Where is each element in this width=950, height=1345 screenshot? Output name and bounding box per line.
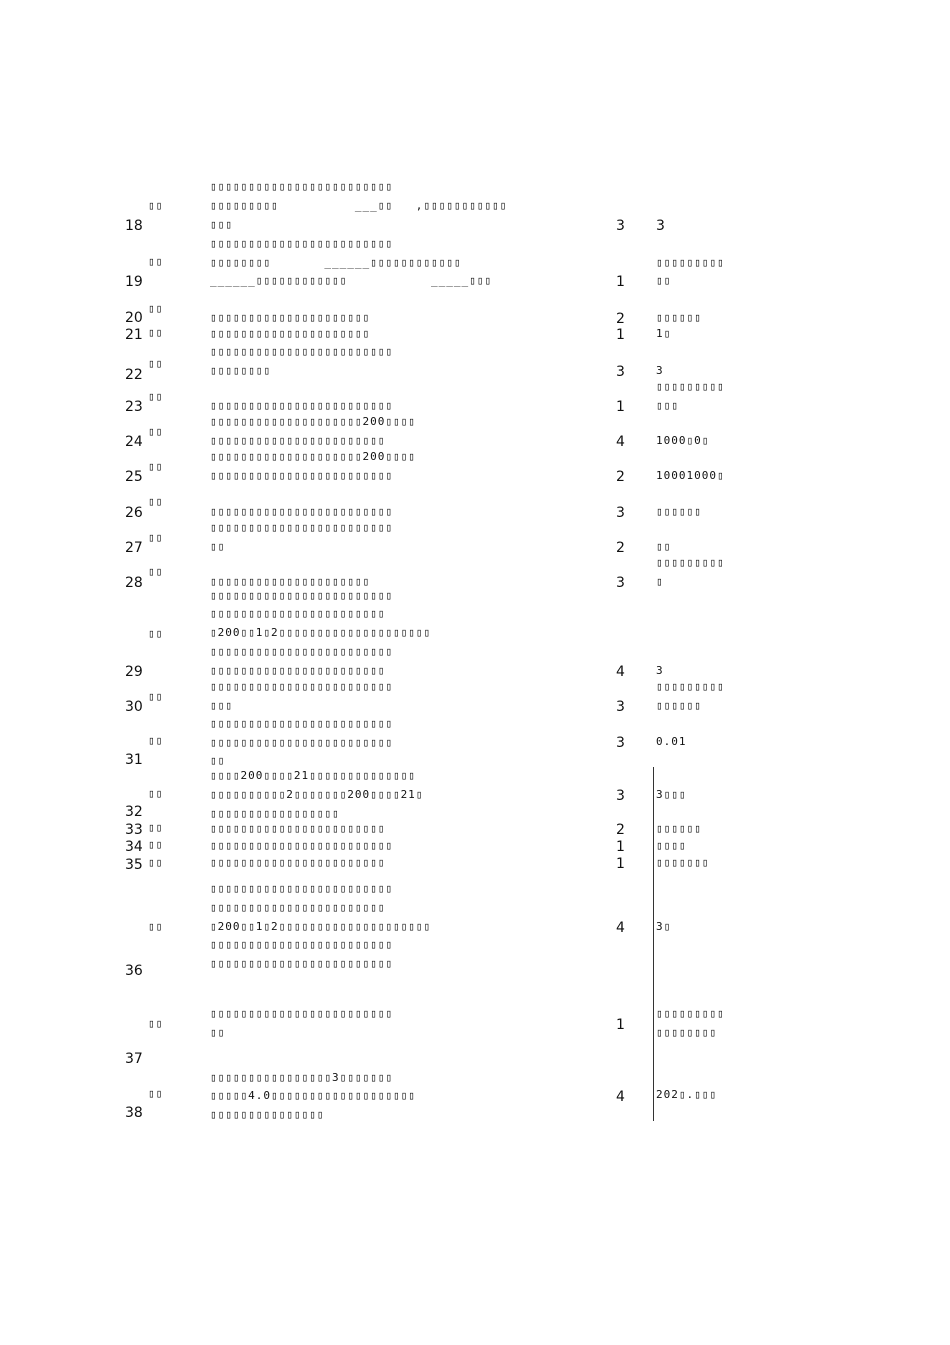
answer-text-line: 3▯ xyxy=(656,920,672,933)
question-text-line: ▯▯▯▯200▯▯▯▯21▯▯▯▯▯▯▯▯▯▯▯▯▯▯ xyxy=(210,769,416,782)
question-text-line: ▯▯▯▯▯▯▯▯▯▯▯▯▯▯▯▯▯▯▯▯▯▯▯▯ xyxy=(210,839,393,852)
question-text-line: ▯▯▯▯▯▯▯▯▯ ___▯▯ ,▯▯▯▯▯▯▯▯▯▯▯ xyxy=(210,199,508,212)
answer-text-line: ▯ xyxy=(656,575,664,588)
answer-text-line: 202▯.▯▯▯ xyxy=(656,1088,717,1101)
question-type: ▯▯ xyxy=(148,690,164,703)
question-number: 29 xyxy=(125,664,143,680)
question-number: 28 xyxy=(125,575,143,591)
question-score: 4 xyxy=(616,920,625,936)
question-type: ▯▯ xyxy=(148,787,164,800)
question-text-line: ▯▯▯▯▯▯▯▯▯▯▯▯▯▯▯▯▯▯▯▯▯ xyxy=(210,575,371,588)
question-type: ▯▯ xyxy=(148,627,164,640)
question-score: 1 xyxy=(616,839,625,855)
question-text-line: ▯▯▯ xyxy=(210,699,233,712)
question-text-line: ▯▯▯▯▯▯▯▯▯▯▯▯▯▯▯▯▯▯▯▯▯▯▯▯ xyxy=(210,521,393,534)
question-number: 35 xyxy=(125,857,143,873)
question-text-line: ▯▯▯▯▯▯▯▯▯▯▯▯▯▯▯▯▯▯▯▯200▯▯▯▯ xyxy=(210,450,416,463)
question-text-line: ▯200▯▯1▯2▯▯▯▯▯▯▯▯▯▯▯▯▯▯▯▯▯▯▯▯ xyxy=(210,920,432,933)
question-text-line: ▯▯ xyxy=(210,1026,226,1039)
answer-text-line: ▯▯▯▯▯▯ xyxy=(656,505,702,518)
question-score: 3 xyxy=(616,364,625,380)
question-text-line: ▯▯▯▯▯▯▯▯▯▯▯▯▯▯▯▯▯▯▯▯▯▯▯▯ xyxy=(210,589,393,602)
question-text-line: ▯▯▯▯▯▯▯▯▯▯▯▯▯▯▯▯▯▯▯▯▯▯▯▯ xyxy=(210,645,393,658)
question-text-line: ▯▯▯▯▯▯▯▯▯▯▯▯▯▯▯▯▯▯▯▯▯▯▯ xyxy=(210,664,386,677)
question-score: 4 xyxy=(616,664,625,680)
question-score: 1 xyxy=(616,1017,625,1033)
question-text-line: ▯▯▯ xyxy=(210,218,233,231)
question-text-line: ▯▯▯▯▯▯▯▯▯▯▯▯▯▯▯▯▯▯▯▯▯ xyxy=(210,327,371,340)
question-text-line: ▯▯▯▯▯▯▯▯▯▯▯▯▯▯▯▯▯▯▯▯200▯▯▯▯ xyxy=(210,415,416,428)
answer-text-line: ▯▯▯▯▯▯▯▯▯ xyxy=(656,380,725,393)
question-score: 2 xyxy=(616,822,625,838)
question-text-line: ▯▯▯▯▯▯▯▯▯▯▯▯▯▯▯▯▯▯▯▯▯▯▯▯ xyxy=(210,180,393,193)
question-number: 31 xyxy=(125,752,143,768)
question-text-line: ▯▯▯▯▯▯▯▯▯▯▯▯▯▯▯▯▯▯▯▯▯▯▯▯ xyxy=(210,938,393,951)
question-type: ▯▯ xyxy=(148,460,164,473)
answer-text-line: ▯▯▯▯▯▯▯▯▯ xyxy=(656,1007,725,1020)
question-text-line: ▯▯▯▯▯▯▯▯▯▯▯▯▯▯▯▯▯▯▯▯▯▯▯▯ xyxy=(210,680,393,693)
question-type: ▯▯ xyxy=(148,326,164,339)
question-score: 4 xyxy=(616,1089,625,1105)
question-score: 3 xyxy=(616,699,625,715)
answer-text-line: ▯▯▯▯▯▯▯▯▯ xyxy=(656,256,725,269)
question-number: 32 xyxy=(125,804,143,820)
answer-text-line: 0.01 xyxy=(656,735,687,748)
question-text-line: ▯▯▯▯▯▯▯▯▯▯▯▯▯▯▯▯▯▯▯▯▯▯▯ xyxy=(210,607,386,620)
question-number: 19 xyxy=(125,274,143,290)
answer-text-line: ▯▯▯▯▯▯▯▯▯ xyxy=(656,556,725,569)
question-score: 2 xyxy=(616,469,625,485)
question-text-line: ▯▯▯▯▯▯▯▯▯▯▯▯▯▯▯▯▯▯▯▯▯▯▯▯ xyxy=(210,882,393,895)
question-type: ▯▯ xyxy=(148,565,164,578)
question-text-line: ▯▯▯▯▯▯▯▯▯▯▯▯▯▯▯▯▯▯▯▯▯▯▯ xyxy=(210,901,386,914)
question-score: 2 xyxy=(616,540,625,556)
question-score: 1 xyxy=(616,856,625,872)
question-type: ▯▯ xyxy=(148,302,164,315)
question-text-line: ▯▯▯▯▯▯▯▯▯▯▯▯▯▯▯▯▯▯▯▯▯▯▯▯ xyxy=(210,345,393,358)
question-text-line: ▯▯▯▯▯▯▯▯ ______▯▯▯▯▯▯▯▯▯▯▯▯ xyxy=(210,256,462,269)
question-number: 18 xyxy=(125,218,143,234)
question-text-line: ▯200▯▯1▯2▯▯▯▯▯▯▯▯▯▯▯▯▯▯▯▯▯▯▯▯ xyxy=(210,626,432,639)
question-type: ▯▯ xyxy=(148,425,164,438)
answer-text-line: ▯▯▯ xyxy=(656,399,679,412)
answer-text-line: ▯▯▯▯▯▯ xyxy=(656,699,702,712)
question-text-line: ▯▯▯▯▯▯▯▯▯▯▯▯▯▯▯▯▯▯▯▯▯▯▯▯ xyxy=(210,736,393,749)
question-type: ▯▯ xyxy=(148,838,164,851)
answer-text-line: ▯▯▯▯▯▯▯▯ xyxy=(656,1026,717,1039)
question-score: 2 xyxy=(616,311,625,327)
question-number: 30 xyxy=(125,699,143,715)
question-text-line: ▯▯▯▯▯▯▯▯▯▯▯▯▯▯▯▯▯▯▯▯▯▯▯▯ xyxy=(210,469,393,482)
question-text-line: ▯▯▯▯▯▯▯▯▯▯▯▯▯▯▯▯▯▯▯▯▯▯▯ xyxy=(210,856,386,869)
question-score: 1 xyxy=(616,399,625,415)
answer-text-line: ▯▯ xyxy=(656,540,672,553)
question-text-line: ______▯▯▯▯▯▯▯▯▯▯▯▯ _____▯▯▯ xyxy=(210,274,493,287)
question-type: ▯▯ xyxy=(148,1017,164,1030)
question-text-line: ▯▯▯▯▯▯▯▯▯▯▯▯▯▯▯▯▯▯▯▯▯ xyxy=(210,311,371,324)
question-text-line: ▯▯▯▯▯▯▯▯▯▯▯▯▯▯▯▯▯▯▯▯▯▯▯▯ xyxy=(210,505,393,518)
answer-text-line: 1000▯0▯ xyxy=(656,434,710,447)
question-number: 33 xyxy=(125,822,143,838)
question-number: 27 xyxy=(125,540,143,556)
question-number: 20 xyxy=(125,310,143,326)
question-number: 38 xyxy=(125,1105,143,1121)
answer-text-line: ▯▯▯▯▯▯▯▯▯ xyxy=(656,680,725,693)
question-number: 21 xyxy=(125,327,143,343)
question-text-line: ▯▯ xyxy=(210,540,226,553)
question-score: 3 xyxy=(616,575,625,591)
answer-text-line: ▯▯▯▯ xyxy=(656,839,687,852)
answer-text-line: ▯▯▯▯▯▯ xyxy=(656,311,702,324)
question-number: 25 xyxy=(125,469,143,485)
question-score: 1 xyxy=(616,327,625,343)
question-type: ▯▯ xyxy=(148,734,164,747)
question-number: 22 xyxy=(125,367,143,383)
question-type: ▯▯ xyxy=(148,1087,164,1100)
question-score: 1 xyxy=(616,274,625,290)
question-text-line: ▯▯▯▯▯▯▯▯▯▯▯▯▯▯▯▯▯▯▯▯▯▯▯ xyxy=(210,822,386,835)
answer-text-line: ▯▯▯▯▯▯ xyxy=(656,822,702,835)
answer-text-line: 3 xyxy=(656,664,664,677)
question-type: ▯▯ xyxy=(148,390,164,403)
answer-text-line: 3 xyxy=(656,364,664,377)
question-type: ▯▯ xyxy=(148,821,164,834)
question-text-line: ▯▯ xyxy=(210,754,226,767)
question-text-line: ▯▯▯▯▯▯▯▯▯▯▯▯▯▯▯▯▯▯▯▯▯▯▯ xyxy=(210,434,386,447)
question-text-line: ▯▯▯▯▯▯▯▯▯▯2▯▯▯▯▯▯▯200▯▯▯▯21▯ xyxy=(210,788,424,801)
question-number: 26 xyxy=(125,505,143,521)
column-divider xyxy=(653,767,654,1121)
question-type: ▯▯ xyxy=(148,531,164,544)
question-type: ▯▯ xyxy=(148,856,164,869)
answer-text-line: 1▯ xyxy=(656,327,672,340)
question-score: 3 xyxy=(616,505,625,521)
answer-text-line: ▯▯▯▯▯▯▯ xyxy=(656,856,710,869)
question-type: ▯▯ xyxy=(148,255,164,268)
question-score: 3 xyxy=(616,218,625,234)
question-type: ▯▯ xyxy=(148,920,164,933)
question-number: 23 xyxy=(125,399,143,415)
question-text-line: ▯▯▯▯▯▯▯▯▯▯▯▯▯▯▯▯▯▯▯▯▯▯▯▯ xyxy=(210,717,393,730)
answer-text-line: ▯▯ xyxy=(656,274,672,287)
question-number: 34 xyxy=(125,839,143,855)
question-text-line: ▯▯▯▯▯▯▯▯▯▯▯▯▯▯▯▯▯ xyxy=(210,807,340,820)
question-number: 24 xyxy=(125,434,143,450)
question-text-line: ▯▯▯▯▯▯▯▯▯▯▯▯▯▯▯▯3▯▯▯▯▯▯▯ xyxy=(210,1071,393,1084)
question-score: 3 xyxy=(616,735,625,751)
question-type: ▯▯ xyxy=(148,199,164,212)
question-type: ▯▯ xyxy=(148,357,164,370)
question-score: 3 xyxy=(616,788,625,804)
question-number: 37 xyxy=(125,1051,143,1067)
question-text-line: ▯▯▯▯▯▯▯▯▯▯▯▯▯▯▯▯▯▯▯▯▯▯▯▯ xyxy=(210,957,393,970)
question-text-line: ▯▯▯▯▯4.0▯▯▯▯▯▯▯▯▯▯▯▯▯▯▯▯▯▯▯ xyxy=(210,1089,416,1102)
question-score: 4 xyxy=(616,434,625,450)
question-text-line: ▯▯▯▯▯▯▯▯▯▯▯▯▯▯▯▯▯▯▯▯▯▯▯▯ xyxy=(210,399,393,412)
answer-text-line: 10001000▯ xyxy=(656,469,725,482)
answer-text-line: 3 xyxy=(656,218,665,234)
question-text-line: ▯▯▯▯▯▯▯▯▯▯▯▯▯▯▯ xyxy=(210,1108,325,1121)
question-type: ▯▯ xyxy=(148,495,164,508)
question-text-line: ▯▯▯▯▯▯▯▯▯▯▯▯▯▯▯▯▯▯▯▯▯▯▯▯ xyxy=(210,237,393,250)
question-number: 36 xyxy=(125,963,143,979)
answer-text-line: 3▯▯▯ xyxy=(656,788,687,801)
question-text-line: ▯▯▯▯▯▯▯▯▯▯▯▯▯▯▯▯▯▯▯▯▯▯▯▯ xyxy=(210,1007,393,1020)
question-text-line: ▯▯▯▯▯▯▯▯ xyxy=(210,364,271,377)
